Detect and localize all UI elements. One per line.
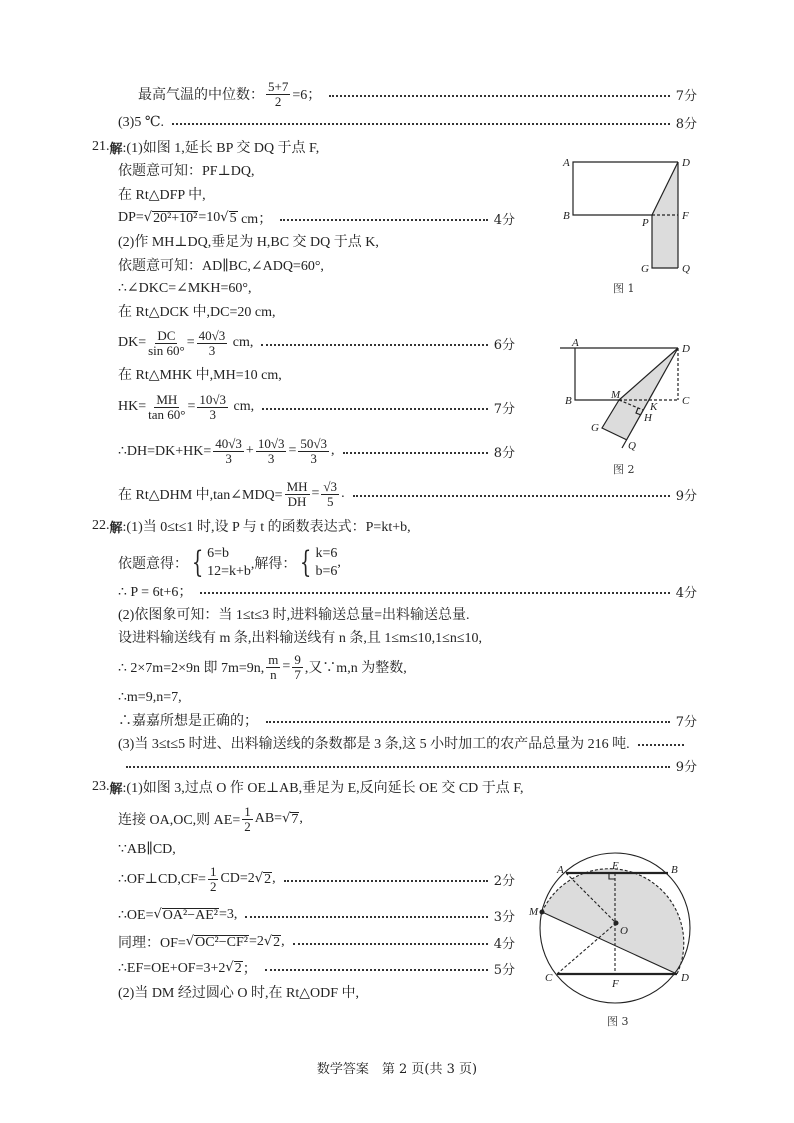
text-run: 22. (92, 518, 110, 533)
text-run: √3 (323, 478, 338, 494)
svg-text:Q: Q (682, 263, 690, 275)
text-run: n (270, 666, 277, 682)
text-run: 同理：OF= (118, 936, 186, 951)
svg-text:E: E (612, 860, 619, 872)
text-run: 3 (209, 406, 216, 422)
text-run: DK= (118, 335, 147, 350)
text-run: b=6 (315, 564, 338, 579)
figure-2-caption: 图 2 (613, 463, 635, 476)
text-run: , (331, 443, 335, 458)
radical-sign-icon: √ (185, 934, 195, 949)
score-points: 4分 (493, 212, 515, 228)
text-run: ,解得： (250, 557, 297, 572)
text-run: 2 (273, 935, 281, 950)
text-run: (2)当 DM 经过圆心 O 时,在 Rt△ODF 中, (118, 986, 359, 1001)
text-run: + (245, 443, 254, 458)
text-run: 在 Rt△DHM 中,tan∠MDQ= (118, 488, 283, 503)
text-run: 9 (294, 651, 301, 667)
text-run: =2 (248, 934, 264, 949)
text-run: (3)当 3≤t≤5 时进、出料输送线的条数都是 3 条,这 5 小时加工的农产品总量为 216 吨. (118, 737, 630, 752)
text-run: = (282, 659, 291, 674)
text-run: 40√3 (198, 327, 226, 343)
text-run: MH (156, 391, 178, 407)
text-run: ∴ P = 6t+6； (118, 585, 193, 600)
text-run: OA²−AE² (162, 908, 218, 923)
text-run: :(1)如图 1,延长 BP 交 DQ 于点 F, (122, 141, 320, 156)
text-run: 5 (229, 211, 237, 226)
svg-text:D: D (682, 157, 690, 169)
svg-text:D: D (682, 343, 690, 355)
text-run: 在 Rt△DCK 中,DC=20 cm, (118, 305, 276, 320)
score-points: 9分 (675, 759, 697, 775)
text-run: cm； (237, 212, 273, 227)
svg-text:F: F (682, 210, 689, 222)
text-run: 23. (92, 779, 110, 794)
svg-text:Q: Q (628, 440, 636, 452)
text-run: ∴DH=DK+HK= (118, 443, 212, 459)
svg-text:P: P (642, 217, 649, 229)
text-run: k=6 (315, 546, 338, 561)
text-run: 40√3 (215, 435, 242, 451)
page-footer: 数学答案 第 2 页(共 3 页) (316, 1062, 478, 1077)
figure-1 (573, 162, 678, 268)
solution-label: 解 (109, 781, 123, 797)
svg-text:G: G (591, 422, 599, 434)
solution-label: 解 (109, 520, 123, 536)
svg-text:O: O (620, 925, 628, 937)
text-run: 在 Rt△MHK 中,MH=10 cm, (118, 368, 282, 383)
text-run: MH (286, 478, 308, 494)
svg-text:H: H (644, 412, 652, 424)
svg-text:B: B (563, 210, 570, 222)
text-run: 连接 OA,OC,则 AE= (118, 813, 241, 828)
svg-text:A: A (563, 157, 570, 169)
text-run: 最高气温的中位数： (138, 88, 264, 103)
score-points: 4分 (675, 585, 697, 601)
radical-sign-icon: √ (225, 960, 234, 975)
text-run: 3 (310, 450, 317, 466)
text-run: 3 (225, 450, 232, 466)
text-run: ∴EF=OE+OF=3+2 (118, 960, 226, 976)
text-run: 21. (92, 139, 110, 154)
brace-icon: { (191, 545, 204, 580)
svg-text:D: D (681, 972, 689, 984)
score-points: 4分 (493, 936, 515, 952)
text-run: 设进料输送线有 m 条,出料输送线有 n 条,且 1≤m≤10,1≤n≤10, (118, 631, 483, 646)
text-run: ∴m=9,n=7, (118, 689, 182, 705)
text-run: 依题意可知：PF⊥DQ, (118, 164, 255, 179)
svg-text:K: K (650, 401, 658, 413)
text-run: (2)作 MH⊥DQ,垂足为 H,BC 交 DQ 于点 K, (118, 235, 379, 250)
svg-text:A: A (557, 864, 564, 876)
svg-text:B: B (671, 864, 678, 876)
text-run: , (337, 555, 341, 570)
text-run: 10√3 (257, 435, 285, 451)
text-run: 依题意得： (118, 557, 188, 572)
svg-text:B: B (565, 395, 572, 407)
text-run: , (281, 934, 285, 949)
text-run: 在 Rt△DFP 中, (118, 188, 206, 203)
text-run: cm, (229, 335, 254, 350)
text-run: DC (157, 327, 176, 343)
text-run: :(1)如图 3,过点 O 作 OE⊥AB,垂足为 E,反向延长 OE 交 CD 于点 F, (122, 781, 524, 796)
text-run: 10√3 (199, 391, 227, 407)
text-run: ∴∠DKC=∠MKH=60°, (118, 280, 252, 296)
text-run: 2 (274, 93, 282, 109)
solution-label: 解 (109, 141, 123, 157)
radical-sign-icon: √ (143, 210, 153, 225)
text-run: 2 (209, 878, 217, 894)
text-run: = (288, 443, 297, 458)
text-run: = (186, 335, 195, 350)
svg-text:F: F (612, 978, 619, 990)
text-run: (2)依图象可知：当 1≤t≤3 时,进料输送总量=出料输送总量. (118, 608, 470, 623)
text-run: 20²+10² (153, 211, 198, 226)
score-points: 7分 (675, 714, 697, 730)
text-run: ,又∵m,n 为整数, (304, 661, 407, 676)
score-points: 7分 (493, 401, 515, 417)
text-run: 3 (267, 450, 275, 466)
score-points: 6分 (493, 337, 515, 353)
text-run: DP= (118, 210, 144, 225)
text-run: DH (287, 493, 307, 509)
text-run: 7 (294, 666, 301, 682)
text-run: ∴ 2×7m=2×9n 即 7m=9n, (118, 661, 265, 676)
radical-sign-icon: √ (263, 934, 273, 949)
text-run: 1 (209, 863, 217, 879)
score-points: 7分 (675, 88, 697, 104)
text-run: ∴OE= (118, 907, 154, 923)
text-run: ； (242, 962, 257, 977)
brace-icon: { (300, 545, 312, 580)
radical-sign-icon: √ (153, 907, 162, 922)
text-run: 5+7 (268, 78, 289, 94)
score-points: 3分 (493, 909, 515, 925)
text-run: = (311, 486, 320, 501)
text-run: 2 (234, 961, 242, 976)
text-run: 3 (208, 342, 216, 358)
score-points: 9分 (675, 488, 697, 504)
text-run: 2 (244, 818, 251, 834)
text-run: m (268, 651, 279, 667)
svg-text:C: C (682, 395, 690, 407)
text-run: :(1)当 0≤t≤1 时,设 P 与 t 的函数表达式：P=kt+b, (122, 520, 411, 535)
svg-text:A: A (572, 337, 579, 349)
text-run: sin 60° (148, 342, 185, 358)
figure-1-caption: 图 1 (613, 282, 635, 295)
radical-sign-icon: √ (282, 811, 291, 826)
svg-text:M: M (611, 389, 621, 401)
text-run: OC²−CF² (195, 935, 248, 950)
text-run: 依题意可知：AD∥BC,∠ADQ=60°, (118, 259, 324, 274)
text-run: = (187, 399, 196, 414)
text-run: 2 (264, 872, 272, 887)
svg-text:M: M (529, 906, 539, 918)
text-run: =6； (292, 88, 322, 103)
svg-text:C: C (545, 972, 553, 984)
text-run: 50√3 (300, 435, 327, 451)
text-run: cm, (230, 399, 255, 414)
text-run: ∴嘉嘉所想是正确的； (118, 714, 258, 729)
text-run: =10 (198, 210, 221, 225)
text-run: ∵AB∥CD, (118, 841, 176, 857)
text-run: AB= (254, 811, 283, 826)
radical-sign-icon: √ (254, 871, 264, 886)
text-run: tan 60° (148, 406, 186, 422)
figure-3-caption: 图 3 (607, 1015, 629, 1028)
text-run: HK= (118, 399, 147, 414)
score-points: 5分 (493, 962, 515, 978)
text-run: , (299, 811, 303, 826)
text-run: , (272, 871, 276, 886)
text-run: CD=2 (220, 871, 255, 886)
score-points: 2分 (493, 873, 515, 889)
score-points: 8分 (675, 116, 697, 132)
text-run: 5 (326, 493, 334, 509)
text-run: 7 (291, 812, 299, 827)
text-run: (3)5 ℃. (118, 114, 164, 130)
text-run: 1 (244, 803, 251, 819)
score-points: 8分 (493, 445, 515, 461)
text-run: . (341, 486, 345, 501)
text-run: 12=k+b (207, 564, 251, 579)
svg-text:G: G (641, 263, 649, 275)
radical-sign-icon: √ (220, 210, 229, 225)
text-run: 6=b (207, 546, 229, 561)
text-run: =3, (218, 907, 238, 922)
text-run: ∴OF⊥CD,CF= (118, 871, 206, 887)
